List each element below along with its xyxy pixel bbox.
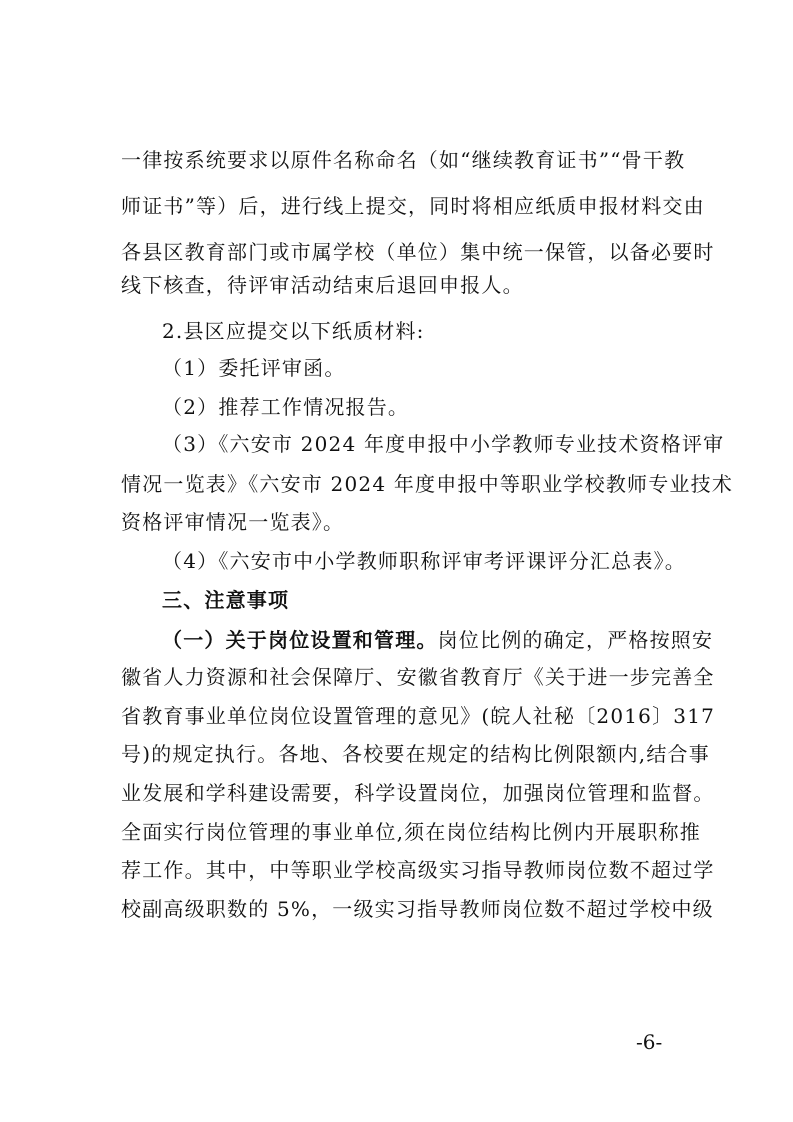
body-line: 省教育事业单位岗位设置管理的意见》(皖人社秘〔2016〕317 <box>121 704 716 728</box>
body-line: 一律按系统要求以原件名称命名（如“继续教育证书”“骨干教 <box>121 148 686 172</box>
subheading-bold: （一）关于岗位设置和管理。 <box>162 628 438 652</box>
body-line: 业发展和学科建设需要，科学设置岗位，加强岗位管理和监督。 <box>121 781 715 805</box>
body-line: 师证书”等）后，进行线上提交，同时将相应纸质申报材料交由 <box>121 194 705 218</box>
list-item: （3）《六安市 2024 年度申报中小学教师专业技术资格评审 <box>162 432 725 456</box>
body-text: 岗位比例的确定，严格按照安 <box>437 628 714 652</box>
body-line: 校副高级职数的 5%，一级实习指导教师岗位数不超过学校中级 <box>121 897 714 921</box>
paragraph-first-line <box>162 626 713 654</box>
body-line: 各县区教育部门或市属学校（单位）集中统一保管，以备必要时 <box>121 240 715 264</box>
list-item: （2）推荐工作情况报告。 <box>162 395 410 419</box>
list-heading: 2.县区应提交以下纸质材料: <box>162 319 425 343</box>
section-heading: 三、注意事项 <box>162 588 290 612</box>
list-item: （4）《六安市中小学教师职称评审考评课评分汇总表》。 <box>162 549 686 573</box>
list-item: （1）委托评审函。 <box>162 356 346 380</box>
body-line: 线下核查，待评审活动结束后退回申报人。 <box>121 273 524 297</box>
body-line: 号)的规定执行。各地、各校要在规定的结构比例限额内,结合事 <box>121 742 710 766</box>
body-line: 资格评审情况一览表》。 <box>121 510 345 534</box>
page-number: -6- <box>636 1030 663 1054</box>
body-line: 情况一览表》《六安市 2024 年度申报中等职业学校教师专业技术 <box>121 472 734 496</box>
body-line: 全面实行岗位管理的事业单位,须在岗位结构比例内开展职称推 <box>121 820 701 844</box>
body-line: 荐工作。其中，中等职业学校高级实习指导教师岗位数不超过学 <box>121 858 715 882</box>
body-line: 徽省人力资源和社会保障厅、安徽省教育厅《关于进一步完善全 <box>121 665 715 689</box>
